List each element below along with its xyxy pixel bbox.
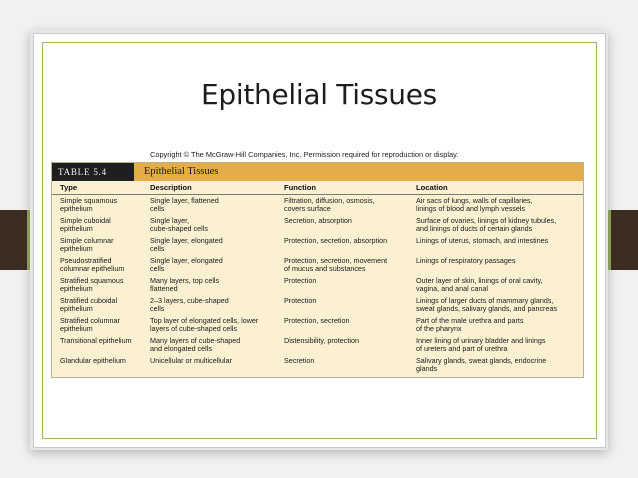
cell-location: Part of the male urethra and parts of the pharynx — [416, 316, 524, 334]
table-row — [52, 316, 583, 336]
cell-location: Outer layer of skin, linings of oral cavity, vagina, and anal canal — [416, 276, 543, 294]
table-body — [52, 196, 583, 376]
table-row — [52, 216, 583, 236]
table-row — [52, 276, 583, 296]
epithelial-table — [51, 162, 584, 378]
cell-function: Secretion — [284, 356, 315, 365]
cell-location: Linings of uterus, stomach, and intestines — [416, 236, 549, 245]
table-number: TABLE 5.4 — [52, 163, 134, 181]
table-row — [52, 336, 583, 356]
cell-location: Linings of larger ducts of mammary glands, sweat glands, salivary glands, and pancreas — [416, 296, 558, 314]
right-side-tab — [608, 210, 638, 270]
cell-function: Filtration, diffusion, osmosis, covers surface — [284, 196, 375, 214]
cell-type: Glandular epithelium — [60, 356, 126, 365]
cell-location: Inner lining of urinary bladder and linings of ureters and part of urethra — [416, 336, 546, 354]
cell-description: Single layer, cube-shaped cells — [150, 216, 208, 234]
cell-location: Surface of ovaries, linings of kidney tubules, and linings of ducts of certain glands — [416, 216, 557, 234]
copyright-notice: Copyright © The McGraw-Hill Companies, Inc. Permission required for reproduction or display. — [150, 150, 459, 159]
slide-title: Epithelial Tissues — [201, 78, 437, 111]
left-side-tab — [0, 210, 30, 270]
column-header-type: Type — [60, 183, 78, 192]
column-header-location: Location — [416, 183, 448, 192]
cell-description: Many layers, top cells flattened — [150, 276, 220, 294]
cell-location: Linings of respiratory passages — [416, 256, 516, 265]
column-header-function: Function — [284, 183, 317, 192]
cell-type: Simple cuboidal epithelium — [60, 216, 111, 234]
table-caption: Epithelial Tissues — [144, 166, 219, 177]
table-title-bar — [52, 163, 583, 181]
cell-location: Salivary glands, sweat glands, endocrine glands — [416, 356, 547, 374]
cell-function: Protection — [284, 296, 317, 305]
cell-function: Protection, secretion — [284, 316, 350, 325]
cell-description: Single layer, elongated cells — [150, 236, 223, 254]
cell-function: Secretion, absorption — [284, 216, 352, 225]
table-row — [52, 256, 583, 276]
cell-description: Many layers of cube-shaped and elongated cells — [150, 336, 241, 354]
cell-function: Protection, secretion, movement of mucus and substances — [284, 256, 388, 274]
cell-type: Stratified columnar epithelium — [60, 316, 120, 334]
cell-function: Protection, secretion, absorption — [284, 236, 388, 245]
table-row — [52, 296, 583, 316]
cell-type: Stratified squamous epithelium — [60, 276, 124, 294]
table-row — [52, 356, 583, 376]
cell-type: Pseudostratified columnar epithelium — [60, 256, 125, 274]
cell-type: Simple squamous epithelium — [60, 196, 118, 214]
cell-description: 2–3 layers, cube-shaped cells — [150, 296, 229, 314]
cell-type: Simple columnar epithelium — [60, 236, 114, 254]
column-header-description: Description — [150, 183, 192, 192]
cell-description: Unicellular or multicellular — [150, 356, 232, 365]
cell-type: Stratified cuboidal epithelium — [60, 296, 118, 314]
table-header-row — [52, 181, 583, 195]
cell-description: Single layer, flattened cells — [150, 196, 219, 214]
cell-type: Transitional epithelium — [60, 336, 132, 345]
cell-description: Top layer of elongated cells, lower layers of cube-shaped cells — [150, 316, 259, 334]
cell-function: Protection — [284, 276, 317, 285]
cell-function: Distensibility, protection — [284, 336, 359, 345]
table-row — [52, 236, 583, 256]
cell-description: Single layer, elongated cells — [150, 256, 223, 274]
cell-location: Air sacs of lungs, walls of capillaries, linings of blood and lymph vessels — [416, 196, 533, 214]
table-row — [52, 196, 583, 216]
